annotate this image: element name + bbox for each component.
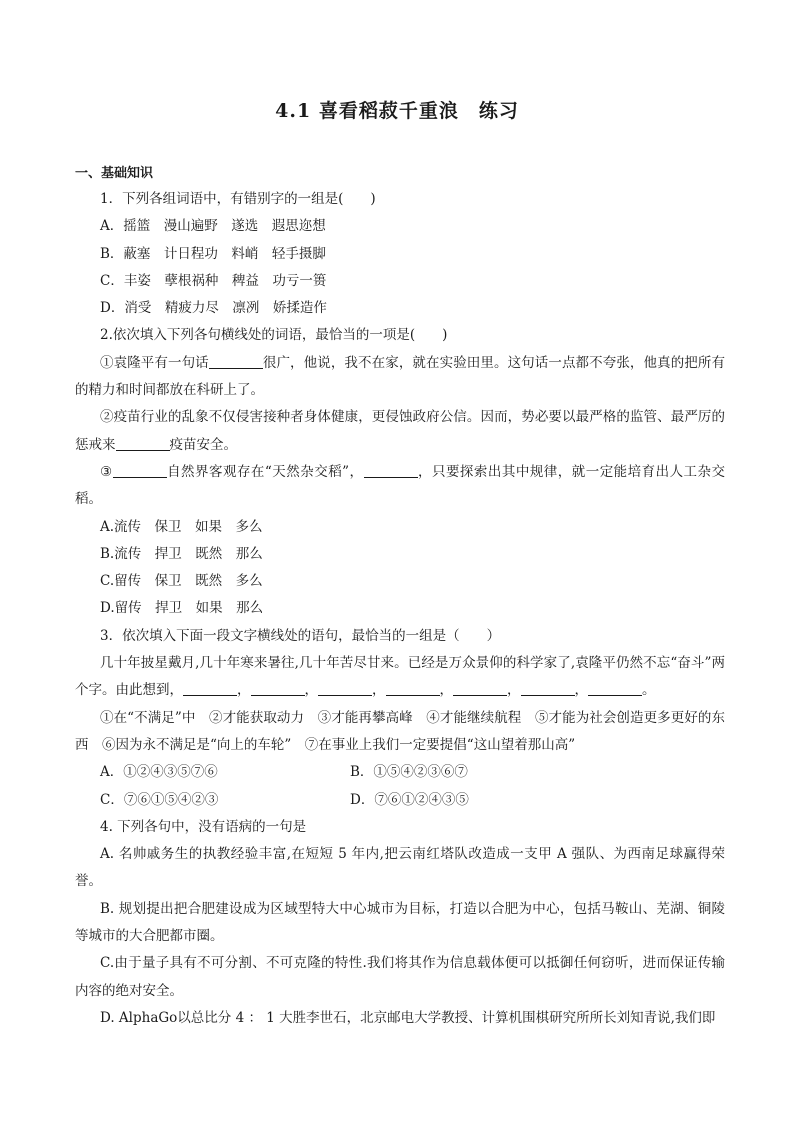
section-heading: 一、基础知识: [75, 166, 154, 181]
q2-option-d: D.留传 捍卫 如果 那么: [100, 600, 264, 617]
q3-options-row-1: [75, 759, 725, 786]
fill-blank: [251, 680, 305, 696]
q2-sentence-3: [75, 459, 725, 514]
q2-option-a: A.流传 保卫 如果 多么: [100, 518, 263, 535]
q2-option-b: B.流传 捍卫 既然 那么: [100, 545, 263, 562]
q1-option-d: D．消受 精疲力尽 凛冽 娇揉造作: [100, 300, 327, 317]
fill-blank: [209, 353, 263, 369]
fill-blank: [318, 680, 372, 696]
q1-option-c: C．丰姿 孽根祸种 稗益 功亏一篑: [100, 272, 327, 289]
fill-blank: [364, 462, 418, 478]
fill-blank: [113, 462, 167, 478]
q2-option-c: C.留传 保卫 既然 多么: [100, 573, 263, 590]
q4-option-a: A. 名帅戚务生的执教经验丰富,在短短 5 年内,把云南红塔队改造成一支甲 A 强队、为西南足球赢得荣誉。: [75, 846, 725, 890]
q2-s1-text-a: ①袁隆平有一句话: [100, 354, 209, 371]
fill-blank: [183, 680, 237, 696]
q3-passage-text: 几十年披星戴月,几十年寒来暑往,几十年苦尽甘来。已经是万众景仰的科学家了,袁隆平仍然不忘“奋斗”两个字。由此想到，: [75, 655, 725, 699]
fill-blank: [386, 680, 440, 696]
separator: ，: [372, 682, 386, 699]
q1-option-b: B．蔽塞 计日程功 料峭 轻手摄脚: [100, 245, 326, 262]
separator: ，: [439, 682, 453, 699]
separator: ，: [507, 682, 521, 699]
q2-stem: 2.依次填入下列各句横线处的词语，最恰当的一项是( ): [100, 327, 448, 344]
q3-option-a: A．①②④③⑤⑦⑥: [100, 764, 218, 781]
question-content: [75, 186, 725, 1032]
separator: ，: [574, 682, 588, 699]
q3-stem: 3．依次填入下面一段文字横线处的语句，最恰当的一组是（ ）: [100, 627, 501, 644]
q3-option-b: B．①⑤④②③⑥⑦: [350, 764, 468, 781]
q4-option-c: C.由于量子具有不可分割、不可克隆的特性.我们将其作为信息载体便可以抵御任何窃听，进而保证传输内容的绝对安全。: [75, 955, 725, 999]
q3-options-row-2: [75, 787, 725, 814]
q3-passage: [75, 650, 725, 705]
q2-s1-text-b: 很广，他说，我不在家，就在实验田里。这句话一点都不夸张，他真的把所有的精力和时间都放在科研上了。: [75, 354, 726, 399]
q3-option-c: C．⑦⑥①⑤④②③: [100, 791, 219, 808]
q3-option-d: D．⑦⑥①②④③⑤: [350, 791, 469, 808]
q4-option-d: D. AlphaGo以总比分 4 ： 1 大胜李世石，北京邮电大学教授、计算机围棋研究所所长刘知青说,我们即: [100, 1009, 716, 1026]
fill-blank: [453, 680, 507, 696]
fill-blank: [588, 680, 642, 696]
q2-s2-text-a: ②疫苗行业的乱象不仅侵害接种者身体健康，更侵蚀政府公信。因而，势必要以最严格的监管、最严厉的惩戒来: [75, 409, 725, 453]
separator: ，: [237, 682, 251, 699]
q2-s3-text-b: 自然界客观存在“天然杂交稻”，: [166, 463, 364, 480]
separator: ，: [304, 682, 318, 699]
q1-option-a: A．摇篮 漫山遍野 遂选 遐思迩想: [100, 218, 326, 235]
q3-items: ①在“不满足”中 ②才能获取动力 ③才能再攀高峰 ④才能继续航程 ⑤才能为社会创造更多更好的东西 ⑥因为永不满足是“向上的车轮” ⑦在事业上我们一定要提倡“这山望着那山高”: [75, 709, 725, 753]
q1-stem: 1．下列各组词语中，有错别字的一组是( ): [100, 191, 376, 207]
fill-blank: [116, 435, 170, 451]
q2-s2-text-b: 疫苗安全。: [169, 436, 237, 453]
page-title: 4.1 喜看稻菽千重浪 练习: [275, 100, 519, 122]
q4-stem: 4. 下列各句中，没有语病的一句是: [100, 818, 307, 835]
q2-s3-text-a: ③: [100, 463, 113, 480]
q2-sentence-2: [75, 404, 725, 459]
fill-blank: [521, 680, 575, 696]
q2-s3-text-c: ，只要探索出其中规律，就一定能培育出人工杂交稻。: [75, 463, 726, 508]
q4-option-b: B. 规划提出把合肥建设成为区域型特大中心城市为目标，打造以合肥为中心，包括马鞍山、芜湖、铜陵等城市的大合肥都市圈。: [75, 900, 725, 945]
end-mark: 。: [642, 682, 656, 699]
q2-sentence-1: [75, 350, 725, 405]
